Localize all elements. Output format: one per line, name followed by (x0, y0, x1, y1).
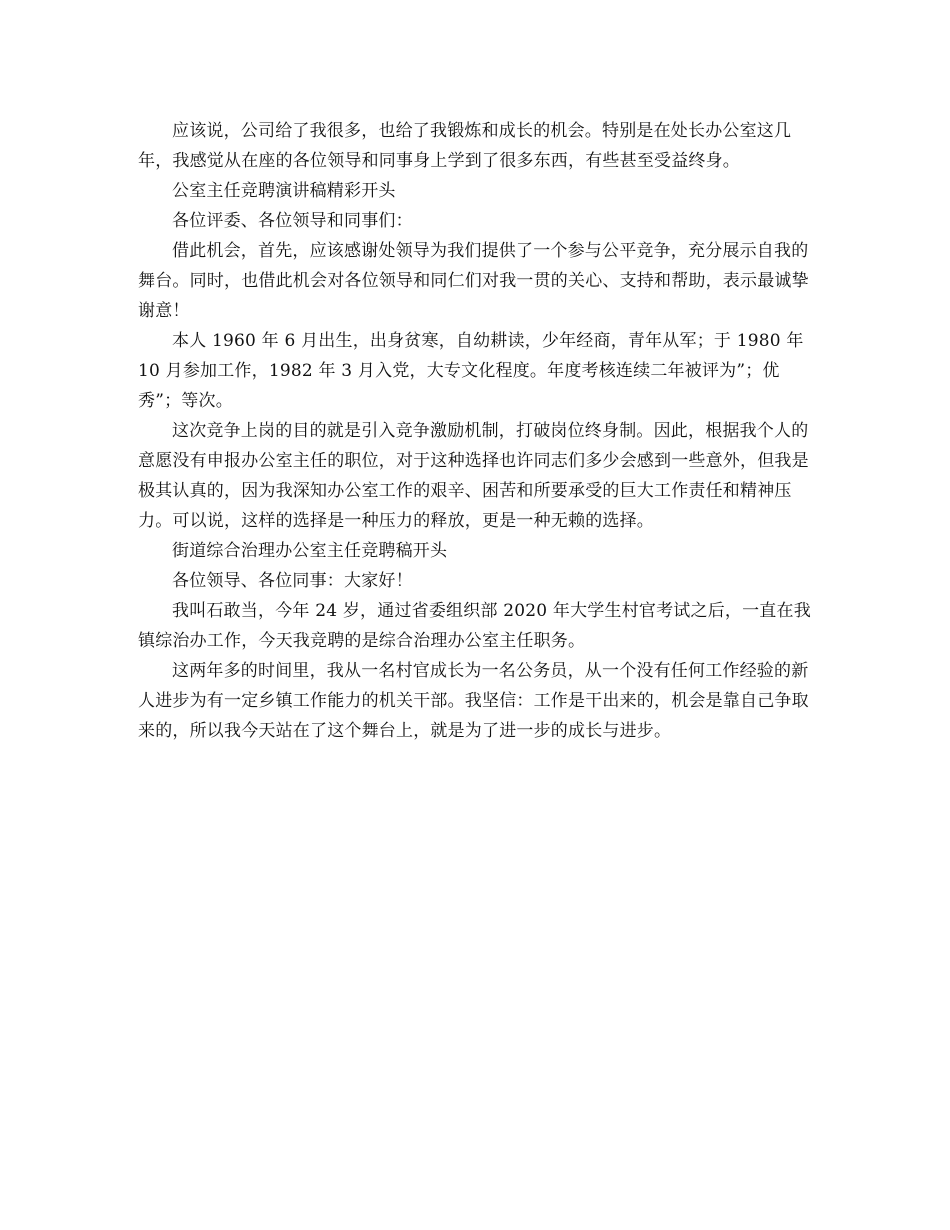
document-body (138, 116, 818, 746)
paragraph-10: 这两年多的时间里，我从一名村官成长为一名公务员，从一个没有任何工作经验的新人进步为有一定乡镇工作能力的机关干部。我坚信：工作是干出来的，机会是靠自己争取来的，所以我今天站在了这个舞台上，就是为了进一步的成长与进步。 (138, 661, 809, 741)
paragraph-9: 我叫石敢当，今年 24 岁，通过省委组织部 2020 年大学生村官考试之后，一直在我镇综治办工作，今天我竞聘的是综合治理办公室主任职务。 (138, 601, 811, 651)
paragraph-6: 这次竞争上岗的目的就是引入竞争激励机制，打破岗位终身制。因此，根据我个人的意愿没有申报办公室主任的职位，对于这种选择也许同志们多少会感到一些意外，但我是极其认真的，因为我深知办公室工作的艰辛、困苦和所要承受的巨大工作责任和精神压力。可以说，这样的选择是一种压力的释放，更是一种无赖的选择。 (138, 421, 809, 531)
paragraph-8-salutation: 各位领导、各位同事：大家好！ (172, 571, 413, 591)
paragraph-7-heading: 街道综合治理办公室主任竞聘稿开头 (172, 541, 448, 561)
paragraph-5: 本人 1960 年 6 月出生，出身贫寒，自幼耕读，少年经商，青年从军；于 1980 年 10 月参加工作，1982 年 3 月入党，大专文化程度。年度考核连续二年被评为”；优秀”；等次。 (138, 331, 804, 411)
paragraph-3-salutation: 各位评委、各位领导和同事们： (172, 211, 413, 231)
paragraph-4: 借此机会，首先，应该感谢处领导为我们提供了一个参与公平竞争，充分展示自我的舞台。同时，也借此机会对各位领导和同仁们对我一贯的关心、支持和帮助，表示最诚挚谢意！ (138, 241, 809, 321)
paragraph-2-heading: 公室主任竞聘演讲稿精彩开头 (172, 181, 396, 201)
paragraph-1: 应该说，公司给了我很多，也给了我锻炼和成长的机会。特别是在处长办公室这几年，我感觉从在座的各位领导和同事身上学到了很多东西，有些甚至受益终身。 (138, 121, 792, 171)
